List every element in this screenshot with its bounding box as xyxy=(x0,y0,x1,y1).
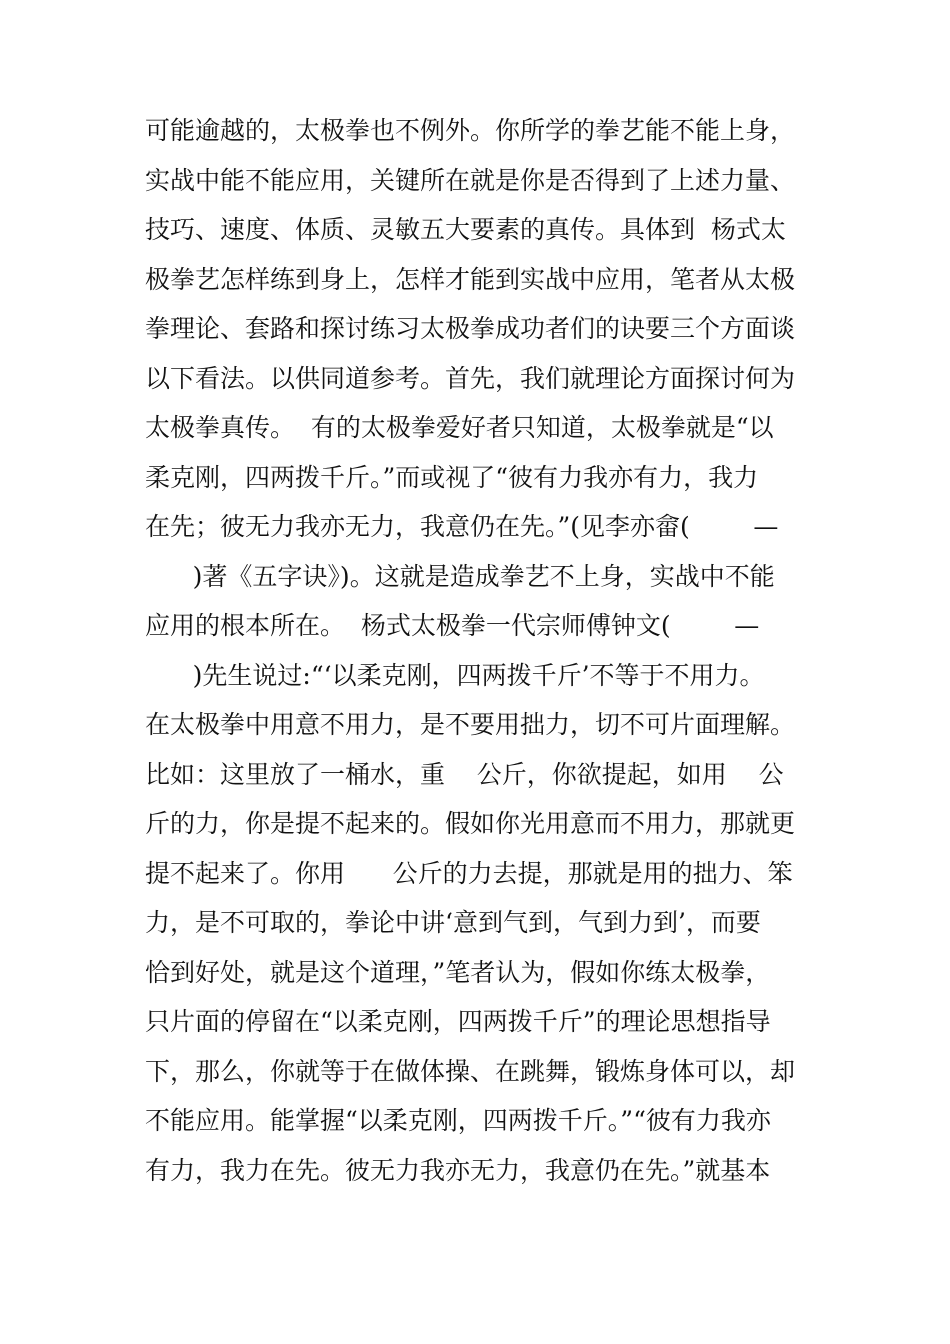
text-line: 在太极拳中用意不用力，是不要用拙力，切不可片面理解。 xyxy=(145,710,796,739)
text-line: 柔克刚，四两拨千斤。”而或视了“彼有力我亦有力，我力 xyxy=(145,462,759,492)
text-line: 在先；彼无力我亦无力，我意仍在先。”(见李亦畲( — xyxy=(145,512,779,541)
text-line: )先生说过:“‘以柔克刚，四两拨千斤’不等于不用力。 xyxy=(145,660,765,690)
text-line: 提不起来了。你用 公斤的力去提，那就是用的拙力、笨 xyxy=(145,858,793,888)
text-line: 可能逾越的，太极拳也不例外。你所学的拳艺能不能上身， xyxy=(145,116,796,145)
body-text xyxy=(145,106,835,1195)
text-line: 极拳艺怎样练到身上，怎样才能到实战中应用，笔者从太极 xyxy=(145,264,796,294)
text-line: 技巧、速度、体质、灵敏五大要素的真传。具体到 杨式太 xyxy=(145,215,786,244)
text-line: 应用的根本所在。 杨式太极拳一代宗师傅钟文( — xyxy=(145,611,760,640)
text-line: 只片面的停留在“以柔克刚，四两拨千斤”的理论思想指导 xyxy=(145,1007,771,1036)
text-line: 不能应用。能掌握“以柔克刚，四两拨千斤。”“彼有力我亦 xyxy=(145,1106,771,1135)
text-line: 下，那么，你就等于在做体操、在跳舞，锻炼身体可以，却 xyxy=(145,1056,796,1086)
text-line: 力，是不可取的，拳论中讲‘意到气到，气到力到’，而要 xyxy=(145,908,761,937)
text-line: 以下看法。以供同道参考。首先，我们就理论方面探讨何为 xyxy=(145,363,796,393)
text-line: )著《五字诀》)。这就是造成拳艺不上身，实战中不能 xyxy=(145,561,775,591)
text-line: 斤的力，你是提不起来的。假如你光用意而不用力，那就更 xyxy=(145,809,796,838)
text-line: 拳理论、套路和探讨练习太极拳成功者们的诀要三个方面谈 xyxy=(145,314,796,343)
text-line: 实战中能不能应用，关键所在就是你是否得到了上述力量、 xyxy=(145,165,796,195)
text-line: 有力，我力在先。彼无力我亦无力，我意仍在先。”就基本 xyxy=(145,1155,771,1185)
text-line: 比如：这里放了一桶水，重 公斤，你欲提起，如用 公 xyxy=(145,759,784,789)
text-line: 恰到好处，就是这个道理，”笔者认为，假如你练太极拳， xyxy=(145,957,771,987)
text-line: 太极拳真传。 有的太极拳爱好者只知道，太极拳就是“以 xyxy=(145,413,774,442)
